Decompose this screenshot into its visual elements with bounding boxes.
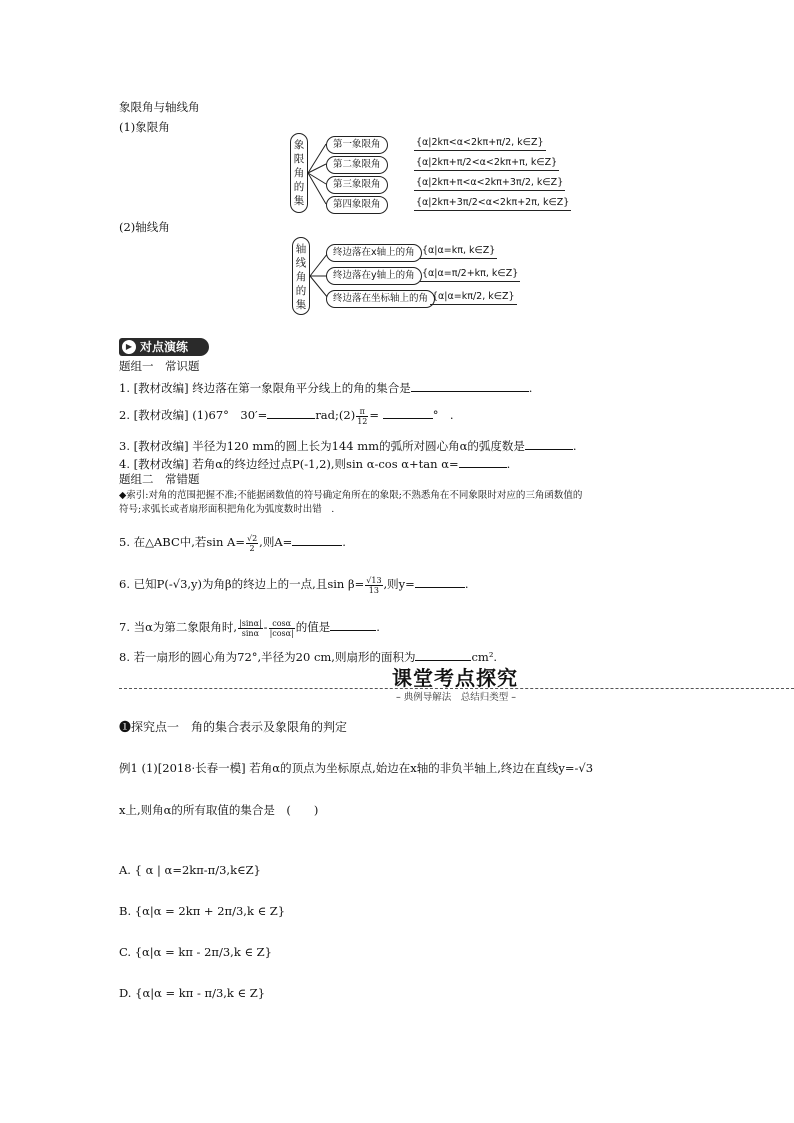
diagram1-item-label: 第二象限角 — [326, 156, 388, 174]
option-d-label: D. — [119, 986, 132, 1000]
question-7-text-b: 的值是 — [295, 620, 331, 634]
fraction-denominator: 12 — [357, 416, 368, 426]
option-d-text: {α|α = kπ - π/3,k ∈ Z} — [135, 986, 266, 1000]
intro-sub-axis: (2)轴线角 — [119, 220, 170, 234]
question-7 — [119, 618, 380, 638]
fraction-numerator: cosα — [269, 619, 295, 629]
minus-sign: - — [263, 620, 268, 634]
section-divider — [119, 688, 794, 689]
section-title: 课堂考点探究 — [392, 666, 518, 690]
diagram2-item-set: {α|α=π/2+kπ, k∈Z} — [420, 267, 520, 282]
answer-blank-3[interactable] — [525, 437, 573, 450]
example-1-line2: x上,则角α的所有取值的集合是 ( ) — [119, 803, 319, 817]
answer-blank-5[interactable] — [292, 533, 342, 546]
fraction-denominator: 13 — [368, 585, 379, 595]
answer-blank-2b[interactable] — [383, 406, 433, 419]
option-a-text: { α | α=2kπ-π/3,k∈Z} — [134, 863, 261, 877]
answer-blank-1[interactable] — [411, 379, 529, 392]
diagram1-item-label: 第三象限角 — [326, 176, 388, 194]
option-c[interactable] — [119, 945, 272, 959]
question-8-text: 8. 若一扇形的圆心角为72°,半径为20 cm,则扇形的面积为 — [119, 650, 416, 664]
question-1-text: 1. [教材改编] 终边落在第一象限角平分线上的角的集合是 — [119, 381, 411, 395]
period: . — [464, 577, 469, 591]
diagram2-item-label: 终边落在x轴上的角 — [326, 244, 422, 262]
section-subtitle: – 典例导解法 总结归类型 – — [396, 692, 517, 703]
question-2-text-c: = — [369, 408, 380, 422]
option-b-label: B. — [119, 904, 132, 918]
diagram2-char: 角 — [295, 271, 307, 283]
answer-blank-2a[interactable] — [267, 406, 315, 419]
diagram2-char: 线 — [295, 257, 307, 269]
question-4 — [119, 455, 510, 471]
question-5-text-b: ,则A= — [259, 535, 293, 549]
diagram1-item-label: 第一象限角 — [326, 136, 388, 154]
question-2 — [119, 406, 454, 426]
answer-blank-8[interactable] — [415, 648, 471, 661]
diagram2-char: 集 — [295, 299, 307, 311]
option-b[interactable] — [119, 904, 285, 918]
fraction-abs-sin-over-sin — [238, 619, 263, 638]
question-8-unit: cm². — [471, 650, 498, 664]
diagram1-char: 限 — [293, 153, 305, 165]
diagram1-item-set: {α|2kπ<α<2kπ+π/2, k∈Z} — [414, 136, 546, 151]
fraction-numerator: √2 — [246, 533, 258, 543]
question-5 — [119, 533, 346, 553]
intro-heading: 象限角与轴线角 — [119, 100, 200, 114]
diagram1-char: 集 — [293, 195, 305, 207]
diagram2-item-set: {α|α=kπ/2, k∈Z} — [430, 290, 517, 305]
explore-point-1: ❶探究点一 角的集合表示及象限角的判定 — [119, 720, 348, 734]
option-b-text: {α|α = 2kπ + 2π/3,k ∈ Z} — [134, 904, 286, 918]
question-2-text-b: rad;(2) — [315, 408, 356, 422]
period: . — [342, 535, 346, 549]
play-icon: ▶ — [122, 340, 136, 354]
fraction-denominator: |cosα| — [269, 628, 294, 638]
question-2-text-a: 2. [教材改编] (1)67° 30′= — [119, 408, 268, 422]
diagram1-item-set: {α|2kπ+3π/2<α<2kπ+2π, k∈Z} — [414, 196, 571, 211]
diagram1-char: 象 — [293, 139, 305, 151]
diagram2-item-label: 终边落在坐标轴上的角 — [326, 290, 435, 308]
answer-blank-6[interactable] — [415, 575, 465, 588]
question-6-text-a: 6. 已知P(-√3,y)为角β的终边上的一点,且sin β= — [119, 577, 365, 591]
fraction-numerator: √13 — [366, 575, 382, 585]
practice-badge — [119, 338, 209, 356]
diagram1-item-set: {α|2kπ+π<α<2kπ+3π/2, k∈Z} — [414, 176, 565, 191]
option-a[interactable] — [119, 863, 261, 877]
diagram2-item-label: 终边落在y轴上的角 — [326, 267, 422, 285]
fraction-sqrt2-over-2 — [246, 534, 258, 553]
period: . — [572, 439, 577, 453]
fraction-pi-over-12 — [356, 407, 368, 426]
question-4-text: 4. [教材改编] 若角α的终边经过点P(-1,2),则sin α-cos α+tan α= — [119, 457, 459, 471]
fraction-numerator: π — [356, 407, 368, 417]
fraction-denominator: 2 — [249, 543, 255, 553]
diagram1-item-label: 第四象限角 — [326, 196, 388, 214]
question-1 — [119, 379, 532, 395]
diagram2-char: 的 — [295, 285, 307, 297]
answer-blank-4[interactable] — [459, 455, 507, 468]
example-1-line1: 例1 (1)[2018·长春一模] 若角α的顶点为坐标原点,始边在x轴的非负半轴上,终边在直线y=-√3 — [119, 761, 594, 775]
option-a-label: A. — [119, 863, 131, 877]
period: . — [528, 381, 533, 395]
period: . — [376, 620, 380, 634]
question-7-text-a: 7. 当α为第二象限角时, — [119, 620, 238, 634]
diagram1-char: 角 — [293, 167, 305, 179]
diagram1-item-set: {α|2kπ+π/2<α<2kπ+π, k∈Z} — [414, 156, 559, 171]
intro-sub-quadrant: (1)象限角 — [119, 120, 170, 134]
group1-title: 题组一 常识题 — [119, 359, 200, 373]
option-d[interactable] — [119, 986, 265, 1000]
diagram2-char: 轴 — [295, 243, 307, 255]
fraction-cos-over-abs-cos — [269, 619, 295, 638]
error-index-note-line2: 符号;求弧长或者扇形面积把角化为弧度数时出错 . — [119, 504, 335, 515]
question-3 — [119, 437, 577, 453]
fraction-numerator: |sinα| — [239, 618, 262, 628]
group2-title: 题组二 常错题 — [119, 472, 200, 486]
fraction-denominator: sinα — [241, 628, 259, 638]
answer-blank-7[interactable] — [330, 618, 376, 631]
option-c-label: C. — [119, 945, 132, 959]
diagram1-char: 的 — [293, 181, 305, 193]
error-index-note-line1: ◆索引:对角的范围把握不准;不能据函数值的符号确定角所在的象限;不熟悉角在不同象限时对应的三角函数值的 — [119, 490, 583, 501]
diagram2-item-set: {α|α=kπ, k∈Z} — [420, 244, 497, 259]
question-6-text-b: ,则y= — [383, 577, 415, 591]
practice-badge-label: 对点演练 — [140, 340, 189, 354]
question-6 — [119, 575, 468, 595]
question-3-text: 3. [教材改编] 半径为120 mm的圆上长为144 mm的弧所对圆心角α的弧度数是 — [119, 439, 525, 453]
option-c-text: {α|α = kπ - 2π/3,k ∈ Z} — [134, 945, 272, 959]
fraction-sqrt13-over-13 — [365, 576, 382, 595]
question-5-text-a: 5. 在△ABC中,若sin A= — [119, 535, 245, 549]
question-2-text-d: ° . — [432, 408, 454, 422]
period: . — [506, 457, 511, 471]
